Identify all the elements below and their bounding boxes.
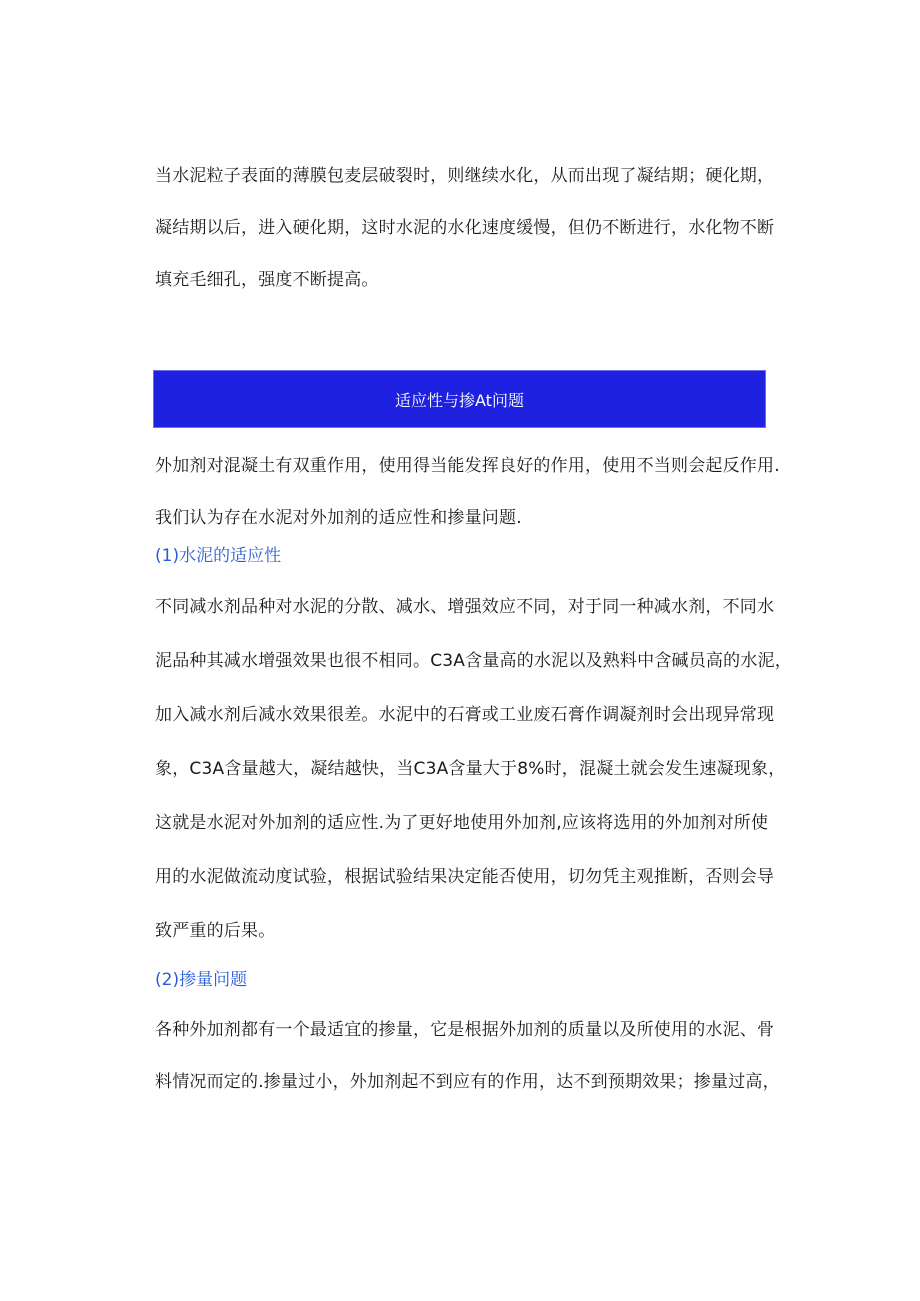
text-line: 填充毛细孔，强度不断提高。 [155,270,379,290]
subheading-dosage: (2)掺量问题 [155,970,248,990]
intro-paragraph [155,150,775,306]
paragraph-cement-adaptability [155,580,792,958]
paragraph-dosage [155,1004,780,1108]
text-line: 用的水泥做流动度试验，根据试验结果决定能否使用，切勿凭主观推断，否则会导 [155,867,775,887]
text-line: 不同减水剂品种对水泥的分散、减水、增强效应不同，对于同一种减水剂，不同水 [155,597,775,617]
text-line: 我们认为存在水泥对外加剂的适应性和掺量问题. [155,508,522,528]
section-title-banner: 适应性与掺At问题 [153,370,766,428]
text-line: 当水泥粒子表面的薄膜包麦层破裂时，则继续水化，从而出现了凝结期；硬化期， [155,166,775,186]
text-line: 这就是水泥对外加剂的适应性.为了更好地使用外加剂,应该将选用的外加剂对所使 [155,813,769,833]
text-line: 泥品种其减水增强效果也很不相同。C3A含量高的水泥以及熟料中含碱员高的水泥， [155,651,792,671]
paragraph-dual-effect [155,440,780,544]
text-line: 象，C3A含量越大，凝结越快，当C3A含量大于8%时，混凝土就会发生速凝现象， [155,759,786,779]
text-line: 加入减水剂后减水效果很差。水泥中的石膏或工业废石膏作调凝剂时会出现异常现 [155,705,775,725]
text-line: 各种外加剂都有一个最适宜的掺量，它是根据外加剂的质量以及所使用的水泥、骨 [155,1020,775,1040]
text-line: 致严重的后果。 [155,921,276,941]
subheading-cement-adaptability: (1)水泥的适应性 [155,546,282,566]
text-line: 凝结期以后，进入硬化期，这时水泥的水化速度缓慢，但仍不断进行，水化物不断 [155,218,775,238]
text-line: 外加剂对混凝土有双重作用，使用得当能发挥良好的作用，使用不当则会起反作用. [155,456,780,476]
text-line: 料情况而定的.掺量过小，外加剂起不到应有的作用，达不到预期效果；掺量过高， [155,1072,780,1092]
